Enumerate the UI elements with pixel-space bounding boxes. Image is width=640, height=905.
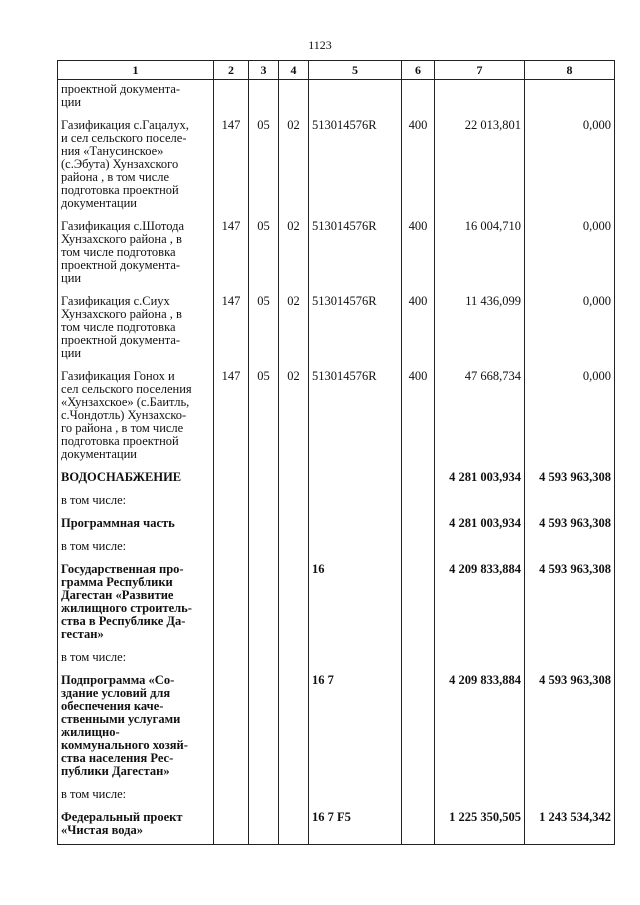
table-row [58, 491, 615, 514]
row-col-3: 05 [249, 292, 279, 367]
row-col-3: 05 [249, 217, 279, 292]
table-row [58, 560, 615, 648]
table-row [58, 80, 615, 117]
row-col-6 [402, 785, 435, 808]
table-row [58, 217, 615, 292]
table-row [58, 671, 615, 785]
row-name: в том числе: [58, 648, 214, 671]
table-row [58, 648, 615, 671]
row-col-4: 02 [279, 116, 309, 217]
row-col-5: 513014576R [309, 292, 402, 367]
row-col-5: 16 7 [309, 671, 402, 785]
row-name: Подпрограмма «Со- здание условий для обеспечения каче- ственными услугами жилищно- коммунального хозяй- ства населения Рес- публики Дагестан» [58, 671, 214, 785]
row-name: Газификация с.Гацалух, и сел сельского поселе- ния «Танусинское» (с.Эбута) Хунзахского района , в том числе подготовка проектной документации [58, 116, 214, 217]
row-col-6 [402, 491, 435, 514]
row-col-3 [249, 491, 279, 514]
row-col-7 [435, 80, 525, 117]
column-header-2: 2 [214, 61, 249, 80]
row-col-2 [214, 808, 249, 845]
row-col-8 [525, 80, 615, 117]
row-col-2: 147 [214, 367, 249, 468]
row-col-6: 400 [402, 367, 435, 468]
row-col-5 [309, 491, 402, 514]
row-col-8: 0,000 [525, 116, 615, 217]
row-col-2 [214, 514, 249, 537]
table-row [58, 514, 615, 537]
row-col-4 [279, 468, 309, 491]
row-col-4 [279, 785, 309, 808]
row-col-8: 0,000 [525, 217, 615, 292]
row-col-4 [279, 648, 309, 671]
row-col-5 [309, 514, 402, 537]
row-col-3 [249, 560, 279, 648]
row-col-8 [525, 491, 615, 514]
row-col-6 [402, 514, 435, 537]
row-col-2 [214, 537, 249, 560]
row-col-2: 147 [214, 217, 249, 292]
row-col-8: 4 593 963,308 [525, 560, 615, 648]
row-col-2 [214, 560, 249, 648]
table-row [58, 292, 615, 367]
row-col-2 [214, 491, 249, 514]
row-col-8 [525, 648, 615, 671]
row-col-6 [402, 560, 435, 648]
row-col-3 [249, 468, 279, 491]
row-col-4: 02 [279, 217, 309, 292]
row-col-8: 4 593 963,308 [525, 514, 615, 537]
row-col-2 [214, 80, 249, 117]
column-header-3: 3 [249, 61, 279, 80]
row-col-4 [279, 80, 309, 117]
row-col-7: 4 281 003,934 [435, 468, 525, 491]
row-col-7 [435, 648, 525, 671]
row-col-6: 400 [402, 116, 435, 217]
row-col-3 [249, 785, 279, 808]
row-col-6 [402, 808, 435, 845]
row-col-5: 513014576R [309, 367, 402, 468]
row-name: Газификация с.Сиух Хунзахского района , в том числе подготовка проектной документа- ции [58, 292, 214, 367]
row-col-8: 4 593 963,308 [525, 671, 615, 785]
column-header-6: 6 [402, 61, 435, 80]
row-col-3 [249, 671, 279, 785]
row-name: ВОДОСНАБЖЕНИЕ [58, 468, 214, 491]
row-col-6 [402, 537, 435, 560]
row-col-8: 0,000 [525, 292, 615, 367]
row-col-7: 47 668,734 [435, 367, 525, 468]
table-row [58, 116, 615, 217]
row-col-4: 02 [279, 367, 309, 468]
row-col-6 [402, 468, 435, 491]
row-name: Программная часть [58, 514, 214, 537]
page-number: 1123 [308, 38, 332, 52]
row-col-5: 513014576R [309, 217, 402, 292]
row-col-5 [309, 537, 402, 560]
row-col-2 [214, 468, 249, 491]
row-col-4 [279, 491, 309, 514]
table-body [58, 80, 615, 845]
row-col-4 [279, 560, 309, 648]
row-name: Государственная про- грамма Республики Дагестан «Развитие жилищного строитель- ства в Республике Да- гестан» [58, 560, 214, 648]
row-col-3 [249, 537, 279, 560]
row-name: в том числе: [58, 537, 214, 560]
row-col-5 [309, 648, 402, 671]
table-row [58, 785, 615, 808]
table-row [58, 468, 615, 491]
row-col-7: 4 281 003,934 [435, 514, 525, 537]
row-col-4: 02 [279, 292, 309, 367]
row-col-3 [249, 80, 279, 117]
table-row [58, 537, 615, 560]
column-header-1: 1 [58, 61, 214, 80]
row-col-2 [214, 648, 249, 671]
column-header-5: 5 [309, 61, 402, 80]
table-row [58, 808, 615, 845]
row-col-2: 147 [214, 292, 249, 367]
column-header-7: 7 [435, 61, 525, 80]
budget-table [57, 60, 615, 845]
row-col-4 [279, 537, 309, 560]
row-col-4 [279, 514, 309, 537]
row-col-3 [249, 514, 279, 537]
row-col-7: 4 209 833,884 [435, 671, 525, 785]
row-col-5: 513014576R [309, 116, 402, 217]
row-col-8: 0,000 [525, 367, 615, 468]
row-col-2 [214, 785, 249, 808]
row-col-3: 05 [249, 116, 279, 217]
row-col-7 [435, 785, 525, 808]
row-col-8 [525, 785, 615, 808]
row-col-5: 16 7 F5 [309, 808, 402, 845]
row-col-7 [435, 537, 525, 560]
row-col-8: 4 593 963,308 [525, 468, 615, 491]
row-col-5 [309, 785, 402, 808]
row-name: проектной документа- ции [58, 80, 214, 117]
row-col-7: 16 004,710 [435, 217, 525, 292]
row-name: в том числе: [58, 491, 214, 514]
row-col-7: 4 209 833,884 [435, 560, 525, 648]
row-col-3 [249, 808, 279, 845]
row-col-7: 22 013,801 [435, 116, 525, 217]
row-col-8: 1 243 534,342 [525, 808, 615, 845]
table-header [58, 61, 615, 80]
row-col-7 [435, 491, 525, 514]
row-col-6: 400 [402, 217, 435, 292]
row-col-5 [309, 468, 402, 491]
row-name: в том числе: [58, 785, 214, 808]
row-name: Газификация Гонох и сел сельского поселения «Хунзахское» (с.Баитль, с.Чондотль) Хунзахско- го района , в том числе подготовка проектной документации [58, 367, 214, 468]
row-col-6 [402, 80, 435, 117]
header-row [58, 61, 615, 80]
row-col-7: 1 225 350,505 [435, 808, 525, 845]
table-row [58, 367, 615, 468]
row-col-3: 05 [249, 367, 279, 468]
column-header-4: 4 [279, 61, 309, 80]
row-col-2: 147 [214, 116, 249, 217]
row-col-2 [214, 671, 249, 785]
row-col-7: 11 436,099 [435, 292, 525, 367]
row-col-6 [402, 648, 435, 671]
row-name: Федеральный проект «Чистая вода» [58, 808, 214, 845]
row-col-5: 16 [309, 560, 402, 648]
row-col-4 [279, 808, 309, 845]
row-name: Газификация с.Шотода Хунзахского района , в том числе подготовка проектной документа- ции [58, 217, 214, 292]
row-col-6: 400 [402, 292, 435, 367]
row-col-8 [525, 537, 615, 560]
row-col-4 [279, 671, 309, 785]
column-header-8: 8 [525, 61, 615, 80]
row-col-6 [402, 671, 435, 785]
row-col-3 [249, 648, 279, 671]
row-col-5 [309, 80, 402, 117]
